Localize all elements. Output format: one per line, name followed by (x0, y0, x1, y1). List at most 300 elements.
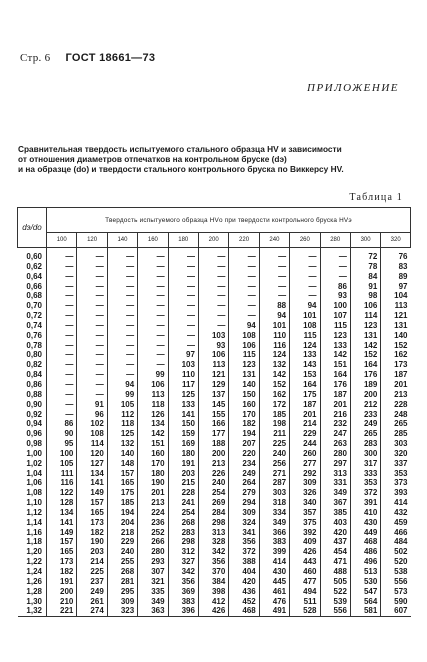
hardness-cell: — (198, 282, 228, 292)
group-header: Твердость испытуемого образца HVо при твердости контрольного бруска HVэ (47, 208, 411, 233)
column-header: 220 (229, 233, 259, 248)
hardness-cell: — (77, 291, 107, 301)
hardness-cell: 103 (168, 360, 198, 370)
table-row (18, 557, 411, 567)
hardness-cell: 101 (290, 311, 320, 321)
hardness-cell: 333 (350, 469, 380, 479)
hardness-cell: — (47, 341, 77, 351)
column-header: 280 (320, 233, 350, 248)
hardness-cell: 607 (381, 606, 411, 616)
hardness-cell: 292 (290, 469, 320, 479)
table-row (18, 400, 411, 410)
hardness-cell: 214 (77, 557, 107, 567)
hardness-cell: 488 (320, 567, 350, 577)
ratio-cell: 1,04 (26, 468, 42, 478)
hardness-cell: 265 (350, 429, 380, 439)
hardness-cell: 225 (77, 567, 107, 577)
hardness-cell: 229 (107, 537, 137, 547)
hardness-cell: 249 (350, 419, 380, 429)
hardness-cell: 370 (198, 567, 228, 577)
hardness-cell: 145 (198, 400, 228, 410)
hardness-cell: 189 (350, 380, 380, 390)
standard-code: ГОСТ 18661—73 (65, 52, 156, 64)
hardness-cell: 118 (107, 419, 137, 429)
table-row (18, 439, 411, 449)
hardness-cell: 254 (168, 508, 198, 518)
hardness-cell: — (259, 262, 289, 272)
hardness-cell: 187 (320, 390, 350, 400)
column-header: 140 (107, 233, 137, 248)
hardness-cell: 210 (47, 597, 77, 607)
hardness-cell: — (290, 262, 320, 272)
hardness-cell: 403 (320, 518, 350, 528)
hardness-cell: 111 (47, 469, 77, 479)
hardness-cell: 234 (229, 459, 259, 469)
hardness-cell: — (107, 350, 137, 360)
hardness-cell: 324 (229, 518, 259, 528)
appendix-title: ПРИЛОЖЕНИЕ (307, 82, 399, 94)
hardness-cell: 166 (198, 419, 228, 429)
hardness-cell: — (198, 262, 228, 272)
hardness-cell: 83 (381, 262, 411, 272)
hardness-cell: 185 (259, 410, 289, 420)
hardness-cell: 486 (350, 547, 380, 557)
hardness-cell: 201 (320, 400, 350, 410)
hardness-cell: 466 (381, 528, 411, 538)
hardness-cell: 157 (107, 469, 137, 479)
hardness-cell: 188 (198, 439, 228, 449)
table-row (18, 390, 411, 400)
hardness-cell: — (168, 291, 198, 301)
table-row (18, 469, 411, 479)
hardness-cell: — (47, 321, 77, 331)
hardness-cell: 122 (47, 488, 77, 498)
hardness-cell: 372 (350, 488, 380, 498)
hardness-cell: 337 (381, 459, 411, 469)
header-row-group (18, 208, 411, 233)
hardness-cell: 212 (350, 400, 380, 410)
hardness-cell: 590 (381, 597, 411, 607)
hardness-cell: 141 (168, 410, 198, 420)
hardness-cell: 334 (259, 508, 289, 518)
hardness-cell: — (259, 282, 289, 292)
hardness-cell: 266 (138, 537, 168, 547)
hardness-cell: 309 (107, 597, 137, 607)
hardness-cell: 303 (259, 488, 289, 498)
hardness-cell: 264 (229, 478, 259, 488)
hardness-cell: 84 (350, 272, 380, 282)
hardness-cell: 252 (138, 528, 168, 538)
hardness-cell: 126 (138, 410, 168, 420)
hardness-cell: — (47, 350, 77, 360)
hardness-cell: 175 (107, 488, 137, 498)
hardness-cell: 309 (229, 508, 259, 518)
hardness-cell: 249 (77, 587, 107, 597)
table-row (18, 597, 411, 607)
hardness-cell: 94 (229, 321, 259, 331)
hardness-cell: 99 (138, 370, 168, 380)
hardness-cell: 113 (138, 390, 168, 400)
hardness-cell: 175 (290, 390, 320, 400)
hardness-cell: 573 (381, 587, 411, 597)
table-row (18, 587, 411, 597)
hardness-cell: 412 (198, 597, 228, 607)
hardness-cell: 399 (259, 547, 289, 557)
hardness-cell: 297 (320, 459, 350, 469)
ratio-cell: 0,60 (26, 252, 42, 261)
hardness-cell: — (229, 262, 259, 272)
hardness-cell: 547 (350, 587, 380, 597)
hardness-cell: 201 (290, 410, 320, 420)
caption-line-2: от отношения диаметров отпечатков на контрольном бруске (dэ) (18, 154, 287, 164)
ratio-cell: 1,02 (26, 458, 42, 468)
hardness-cell: 100 (320, 301, 350, 311)
hardness-cell: — (77, 360, 107, 370)
column-header: 160 (138, 233, 168, 248)
hardness-cell: 430 (259, 567, 289, 577)
hardness-cell: 484 (381, 537, 411, 547)
hardness-cell: — (229, 301, 259, 311)
hardness-cell: 396 (168, 606, 198, 616)
table-row (18, 301, 411, 311)
hardness-cell: — (107, 262, 137, 272)
hardness-cell: — (168, 262, 198, 272)
hardness-cell: 115 (229, 350, 259, 360)
hardness-cell: 190 (138, 478, 168, 488)
hardness-cell: 191 (168, 459, 198, 469)
hardness-cell: 274 (77, 606, 107, 616)
hardness-cell: 385 (320, 508, 350, 518)
hardness-cell: 200 (350, 390, 380, 400)
hardness-cell: 522 (320, 587, 350, 597)
hardness-cell: 106 (229, 341, 259, 351)
hardness-cell: 94 (259, 311, 289, 321)
hardness-cell: 114 (77, 439, 107, 449)
hardness-cell: — (77, 311, 107, 321)
hardness-cell: — (320, 272, 350, 282)
table-row (18, 360, 411, 370)
hardness-cell: 95 (47, 439, 77, 449)
hardness-cell: 248 (381, 410, 411, 420)
hardness-cell: — (47, 360, 77, 370)
hardness-cell: 194 (107, 508, 137, 518)
hardness-cell: — (77, 248, 107, 262)
hardness-cell: 117 (168, 380, 198, 390)
hardness-cell: 141 (77, 478, 107, 488)
ratio-cell: 1,08 (26, 488, 42, 498)
table-row (18, 410, 411, 420)
hardness-cell: 90 (47, 429, 77, 439)
hardness-cell: 349 (259, 518, 289, 528)
hardness-cell: 86 (47, 419, 77, 429)
hardness-cell: 170 (229, 410, 259, 420)
hardness-cell: — (198, 301, 228, 311)
hardness-cell: 121 (198, 370, 228, 380)
hardness-cell: — (198, 291, 228, 301)
table-row (18, 508, 411, 518)
column-header: 260 (290, 233, 320, 248)
hardness-cell: — (168, 321, 198, 331)
hardness-cell: 426 (290, 547, 320, 557)
hardness-cell: 496 (350, 557, 380, 567)
hardness-cell: 151 (138, 439, 168, 449)
hardness-cell: — (77, 370, 107, 380)
hardness-cell: 105 (107, 400, 137, 410)
hardness-cell: 232 (320, 419, 350, 429)
hardness-cell: 114 (350, 311, 380, 321)
hardness-cell: 295 (107, 587, 137, 597)
hardness-cell: 414 (259, 557, 289, 567)
table-row (18, 537, 411, 547)
hardness-cell: 293 (138, 557, 168, 567)
hardness-cell: — (107, 301, 137, 311)
hardness-cell: 255 (107, 557, 137, 567)
hardness-cell: — (259, 272, 289, 282)
table-row (18, 370, 411, 380)
hardness-cell: 160 (229, 400, 259, 410)
hardness-cell: 103 (198, 331, 228, 341)
hardness-cell: 261 (77, 597, 107, 607)
ratio-cell: 1,00 (26, 448, 42, 458)
hardness-cell: 240 (198, 478, 228, 488)
hardness-cell: 94 (290, 301, 320, 311)
hardness-cell: — (77, 350, 107, 360)
hardness-cell: — (138, 282, 168, 292)
hardness-cell: 363 (138, 606, 168, 616)
hardness-cell: 437 (320, 537, 350, 547)
hardness-cell: 198 (259, 419, 289, 429)
hardness-cell: 176 (320, 380, 350, 390)
caption-line-1: Сравнительная твердость испытуемого стального образца HV и зависимости (18, 144, 342, 154)
hardness-cell: — (229, 272, 259, 282)
hardness-cell: 165 (107, 478, 137, 488)
hardness-cell: 317 (350, 459, 380, 469)
hardness-cell: 142 (350, 341, 380, 351)
column-header: 320 (381, 233, 411, 248)
table-row (18, 547, 411, 557)
hardness-cell: 142 (320, 350, 350, 360)
hardness-cell: — (259, 248, 289, 262)
hardness-cell: 226 (198, 469, 228, 479)
hardness-cell: 287 (259, 478, 289, 488)
hardness-cell: 318 (259, 498, 289, 508)
hardness-cell: 356 (198, 557, 228, 567)
table-row (18, 606, 411, 616)
hardness-cell: 107 (320, 311, 350, 321)
hardness-cell: 528 (290, 606, 320, 616)
hardness-cell: 353 (350, 478, 380, 488)
ratio-cell: 1,22 (26, 557, 42, 567)
hardness-cell: 420 (320, 528, 350, 538)
hardness-cell: 149 (77, 488, 107, 498)
ratio-cell: 0,74 (26, 320, 42, 330)
hardness-cell: — (138, 341, 168, 351)
ratio-cell: 0,88 (26, 389, 42, 399)
hardness-cell: 530 (350, 577, 380, 587)
hardness-cell: — (198, 272, 228, 282)
hardness-cell: 190 (77, 537, 107, 547)
table-row (18, 282, 411, 292)
ratio-cell: 0,66 (26, 281, 42, 291)
hardness-cell: 269 (198, 498, 228, 508)
hardness-cell: 581 (350, 606, 380, 616)
hardness-cell: 133 (168, 400, 198, 410)
hardness-cell: 268 (168, 518, 198, 528)
hardness-cell: — (47, 272, 77, 282)
hardness-cell: — (168, 341, 198, 351)
table-row (18, 321, 411, 331)
hardness-cell: 373 (381, 478, 411, 488)
column-header: 300 (350, 233, 380, 248)
hardness-cell: 164 (290, 380, 320, 390)
hardness-cell: 303 (381, 439, 411, 449)
hardness-cell: 127 (77, 459, 107, 469)
ratio-cell: 0,64 (26, 271, 42, 281)
hardness-cell: 398 (198, 587, 228, 597)
hardness-cell: — (47, 410, 77, 420)
ratio-cell: 0,68 (26, 291, 42, 301)
hardness-cell: 280 (320, 449, 350, 459)
hardness-cell: 125 (168, 390, 198, 400)
hardness-cell: 169 (168, 439, 198, 449)
hardness-cell: 369 (168, 587, 198, 597)
hardness-cell: 187 (290, 400, 320, 410)
hardness-cell: — (107, 311, 137, 321)
hardness-cell: 182 (229, 419, 259, 429)
hardness-cell: 213 (381, 390, 411, 400)
hardness-cell: 115 (320, 321, 350, 331)
hardness-cell: — (47, 262, 77, 272)
hardness-cell: 225 (259, 439, 289, 449)
hardness-cell: 520 (381, 557, 411, 567)
hardness-cell: 216 (320, 410, 350, 420)
hardness-cell: 173 (77, 518, 107, 528)
hardness-cell: — (229, 291, 259, 301)
hardness-cell: 366 (259, 528, 289, 538)
hardness-cell: 102 (77, 419, 107, 429)
hardness-cell: 323 (107, 606, 137, 616)
hardness-cell: — (168, 272, 198, 282)
ratio-cell: 0,76 (26, 330, 42, 340)
hardness-cell: 328 (198, 537, 228, 547)
ratio-cell: 0,70 (26, 301, 42, 311)
hardness-cell: 357 (290, 508, 320, 518)
hardness-cell: — (47, 301, 77, 311)
hardness-cell: 220 (229, 449, 259, 459)
hardness-cell: 165 (47, 547, 77, 557)
hardness-cell: 131 (229, 370, 259, 380)
hardness-cell: 113 (381, 301, 411, 311)
hardness-cell: 142 (259, 370, 289, 380)
hardness-cell: 137 (198, 390, 228, 400)
hardness-cell: 108 (290, 321, 320, 331)
hardness-cell: — (107, 370, 137, 380)
ratio-cell: 1,20 (26, 547, 42, 557)
hardness-cell: 98 (350, 291, 380, 301)
hardness-cell: 207 (229, 439, 259, 449)
hardness-cell: 445 (259, 577, 289, 587)
hardness-cell: 121 (381, 311, 411, 321)
hardness-cell: 201 (138, 488, 168, 498)
hardness-cell: — (77, 390, 107, 400)
hardness-cell: — (138, 262, 168, 272)
hardness-cell: 191 (47, 577, 77, 587)
hardness-cell: 214 (290, 419, 320, 429)
table-row (18, 248, 411, 262)
hardness-cell: 159 (168, 429, 198, 439)
hardness-cell: 104 (381, 291, 411, 301)
hardness-cell: 172 (259, 400, 289, 410)
hardness-cell: 556 (320, 606, 350, 616)
table-row (18, 488, 411, 498)
hardness-cell: — (168, 248, 198, 262)
hardness-cell: 476 (259, 597, 289, 607)
hardness-cell: — (290, 291, 320, 301)
hardness-cell: — (47, 370, 77, 380)
hardness-cell: 134 (77, 469, 107, 479)
table-row (18, 478, 411, 488)
hardness-cell: 165 (77, 508, 107, 518)
hardness-cell: 263 (320, 439, 350, 449)
hardness-cell: 204 (107, 518, 137, 528)
hardness-cell: 182 (47, 567, 77, 577)
ratio-cell: 1,26 (26, 576, 42, 586)
hardness-cell: 393 (381, 488, 411, 498)
hardness-cell: 452 (229, 597, 259, 607)
hardness-cell: 173 (47, 557, 77, 567)
hardness-cell: 300 (350, 449, 380, 459)
hardness-cell: — (47, 380, 77, 390)
hardness-cell: 383 (168, 597, 198, 607)
ratio-cell: 0,84 (26, 370, 42, 380)
hardness-cell: 388 (229, 557, 259, 567)
hardness-cell: 420 (229, 577, 259, 587)
table-row (18, 498, 411, 508)
hardness-cell: 91 (77, 400, 107, 410)
hardness-cell: 143 (290, 360, 320, 370)
hardness-cell: 254 (198, 488, 228, 498)
hardness-cell: 129 (198, 380, 228, 390)
header-row-columns (18, 233, 411, 248)
hardness-cell: — (77, 262, 107, 272)
hardness-cell: 342 (168, 567, 198, 577)
hardness-cell: 140 (107, 449, 137, 459)
hardness-cell: 132 (259, 360, 289, 370)
ratio-cell: 0,78 (26, 340, 42, 350)
hardness-cell: — (77, 341, 107, 351)
hardness-cell: 128 (47, 498, 77, 508)
ratio-cell: 1,18 (26, 537, 42, 547)
hardness-cell: 100 (47, 449, 77, 459)
hardness-cell: 140 (381, 331, 411, 341)
hardness-cell: 538 (381, 567, 411, 577)
hardness-cell: 116 (47, 478, 77, 488)
hardness-cell: 279 (229, 488, 259, 498)
hardness-cell: 383 (259, 537, 289, 547)
hardness-cell: 241 (168, 498, 198, 508)
ratio-cell: 1,24 (26, 567, 42, 576)
hardness-cell: — (138, 248, 168, 262)
hardness-cell: — (77, 321, 107, 331)
hardness-cell: 468 (229, 606, 259, 616)
column-header: 180 (168, 233, 198, 248)
hardness-cell: 284 (198, 508, 228, 518)
hardness-cell: 283 (168, 528, 198, 538)
ratio-cell: 0,90 (26, 399, 42, 409)
hardness-cell: 182 (77, 528, 107, 538)
hardness-cell: — (168, 331, 198, 341)
ratio-cell: 0,96 (26, 429, 42, 439)
